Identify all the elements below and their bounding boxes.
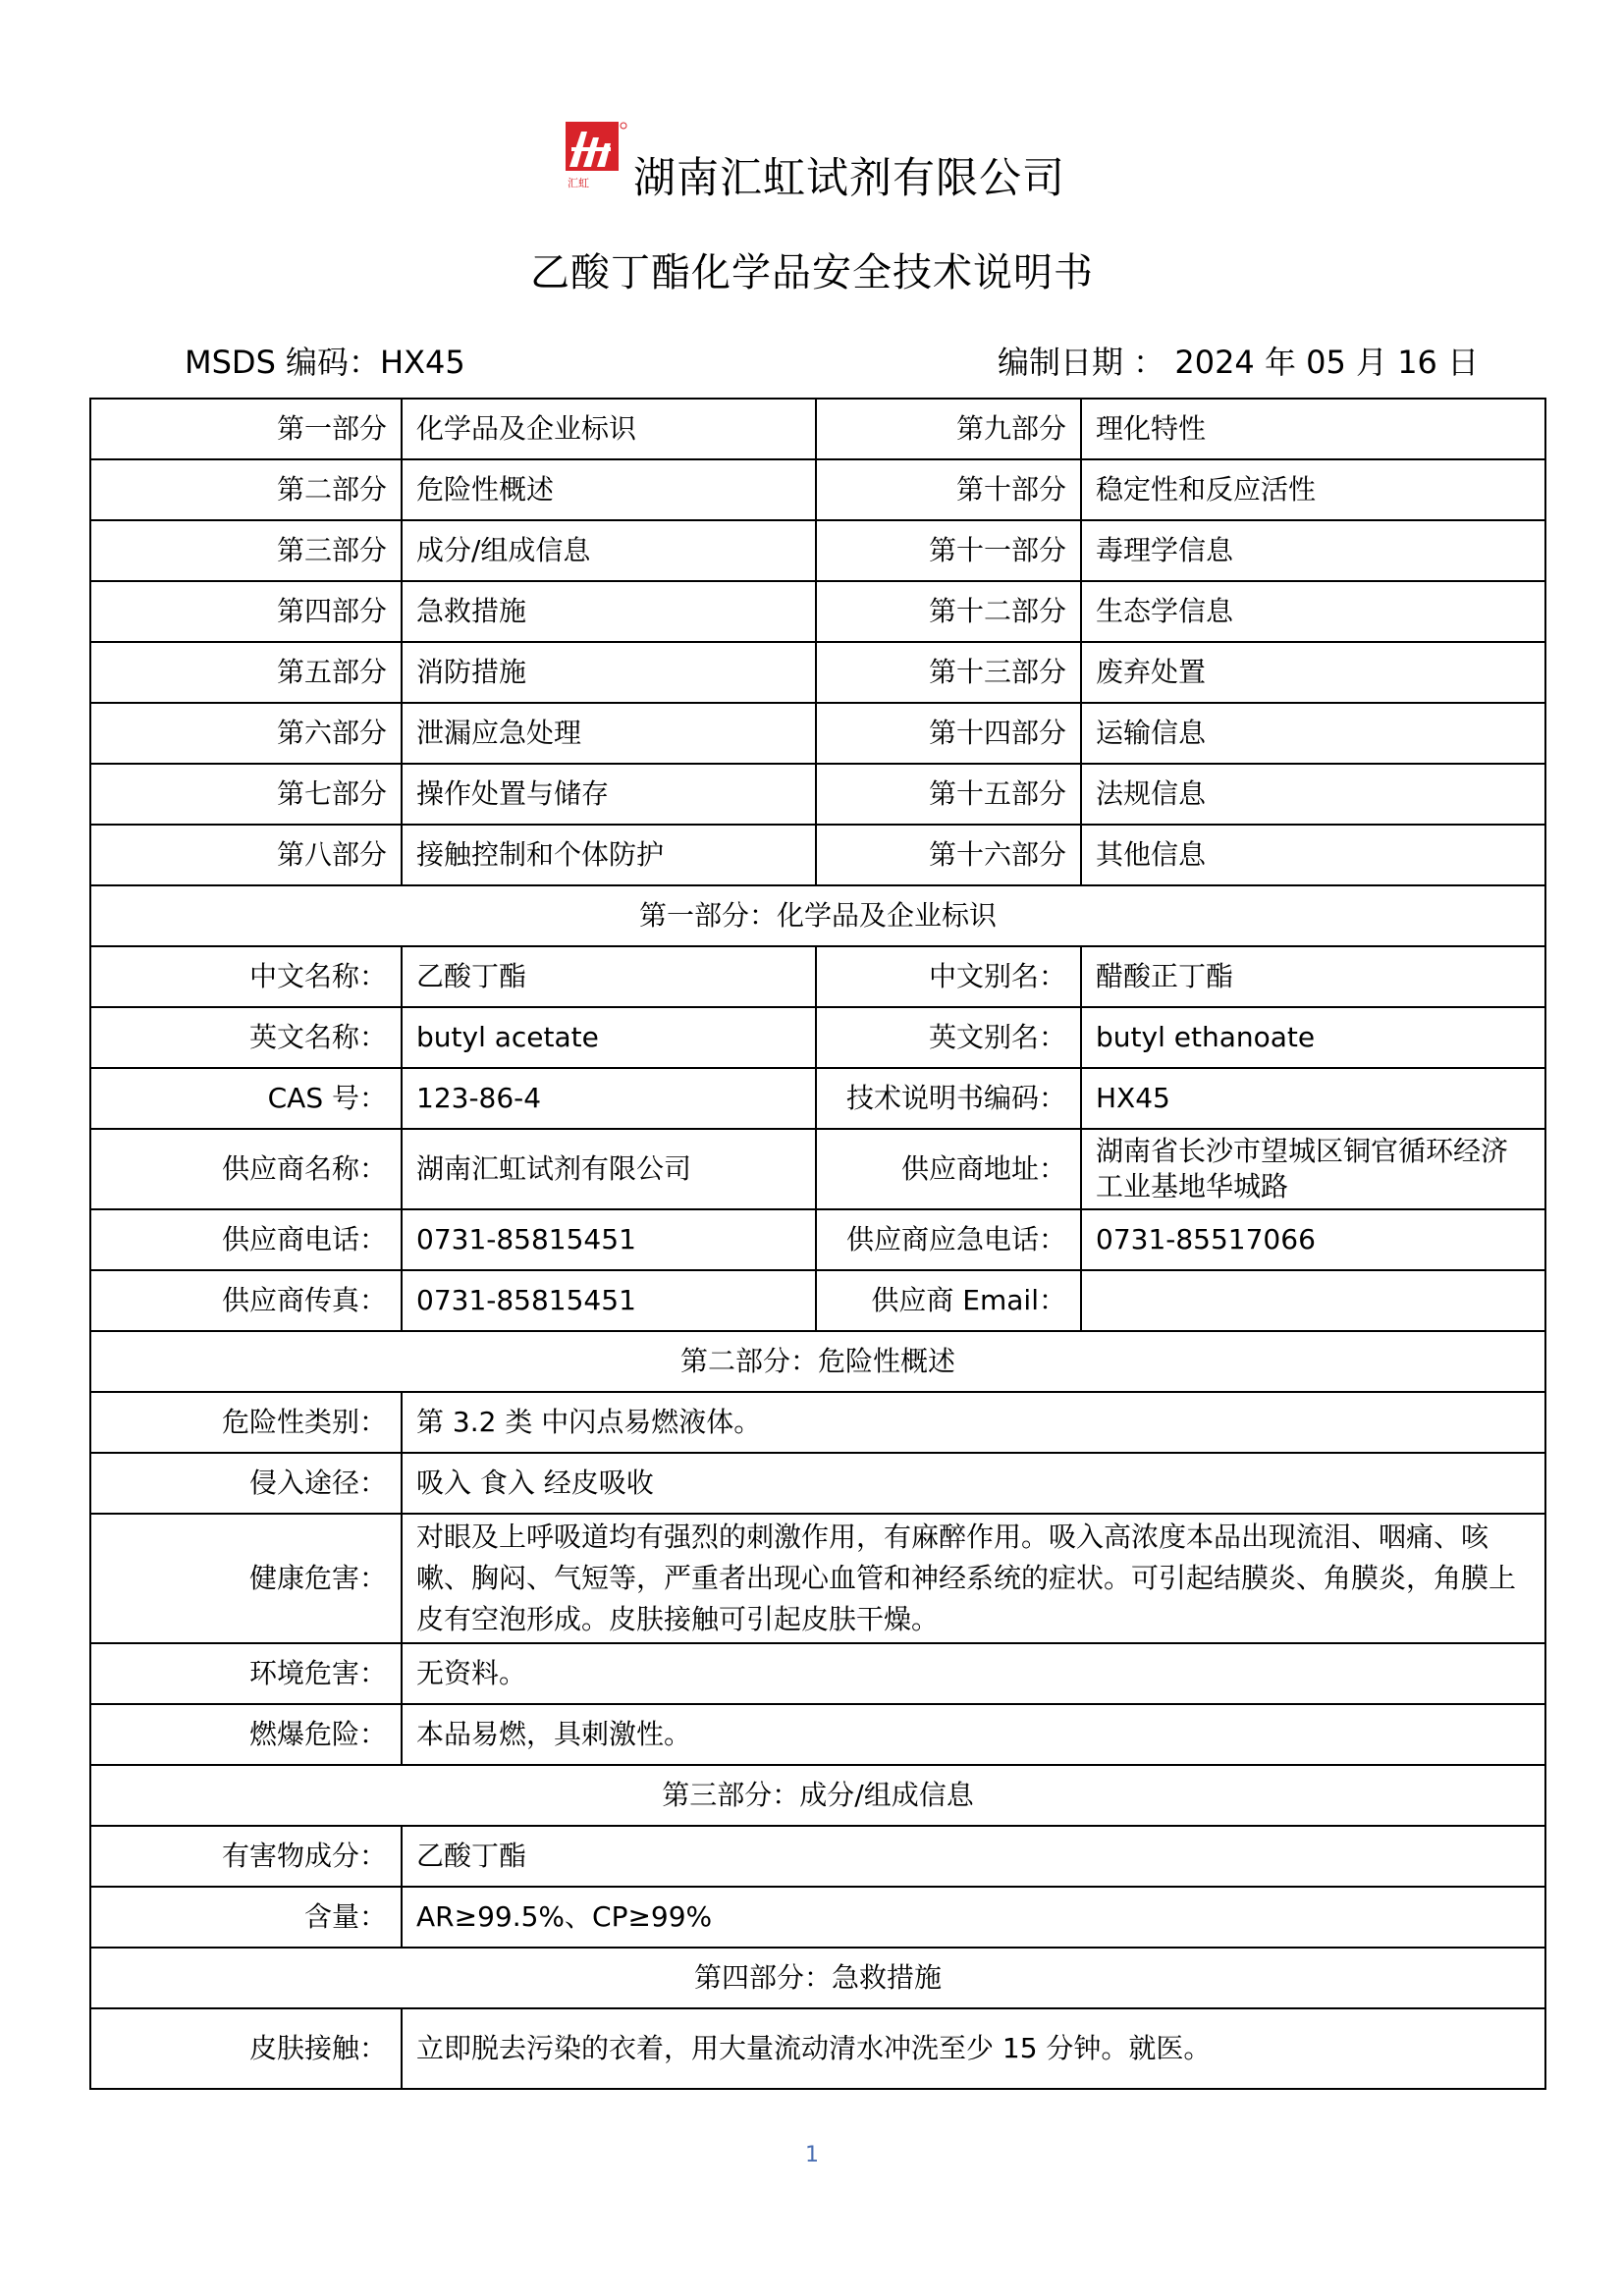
page-number: 1 — [805, 2143, 819, 2167]
field-value: butyl ethanoate — [1081, 1007, 1545, 1068]
field-label: 健康危害： — [90, 1514, 402, 1643]
section-heading: 第三部分：成分/组成信息 — [90, 1765, 1545, 1826]
toc-part-number: 第十二部分 — [816, 581, 1081, 642]
toc-part-number: 第十四部分 — [816, 703, 1081, 764]
field-value: 醋酸正丁酯 — [1081, 946, 1545, 1007]
field-label: CAS 号： — [90, 1068, 402, 1129]
toc-row — [90, 459, 1545, 520]
field-label: 供应商地址： — [816, 1129, 1081, 1209]
field-value: 123-86-4 — [402, 1068, 816, 1129]
toc-part-name: 接触控制和个体防护 — [402, 825, 816, 885]
msds-table — [89, 398, 1546, 2090]
toc-part-name: 成分/组成信息 — [402, 520, 816, 581]
info-row — [90, 1209, 1545, 1270]
toc-row — [90, 703, 1545, 764]
info-row — [90, 946, 1545, 1007]
field-label: 有害物成分： — [90, 1826, 402, 1887]
toc-part-number: 第十五部分 — [816, 764, 1081, 825]
toc-part-number: 第五部分 — [90, 642, 402, 703]
field-label: 皮肤接触： — [90, 2008, 402, 2089]
info-row — [90, 1129, 1545, 1209]
field-label: 供应商传真： — [90, 1270, 402, 1331]
field-value: 0731-85815451 — [402, 1270, 816, 1331]
field-value: AR≥99.5%、CP≥99% — [402, 1887, 1545, 1948]
company-logo — [562, 118, 630, 190]
section-heading: 第二部分：危险性概述 — [90, 1331, 1545, 1392]
field-label: 供应商应急电话： — [816, 1209, 1081, 1270]
field-value: 立即脱去污染的衣着，用大量流动清水冲洗至少 15 分钟。就医。 — [402, 2008, 1545, 2089]
toc-part-number: 第十三部分 — [816, 642, 1081, 703]
field-value: 0731-85517066 — [1081, 1209, 1545, 1270]
toc-part-number: 第六部分 — [90, 703, 402, 764]
toc-part-number: 第十部分 — [816, 459, 1081, 520]
toc-row — [90, 825, 1545, 885]
info-row — [90, 1392, 1545, 1453]
toc-part-number: 第九部分 — [816, 399, 1081, 459]
info-row — [90, 1007, 1545, 1068]
company-name: 湖南汇虹试剂有限公司 — [633, 154, 1065, 203]
toc-part-number: 第二部分 — [90, 459, 402, 520]
info-row — [90, 2008, 1545, 2089]
field-value: HX45 — [1081, 1068, 1545, 1129]
toc-part-name: 废弃处置 — [1081, 642, 1545, 703]
toc-part-name: 消防措施 — [402, 642, 816, 703]
field-value: 乙酸丁酯 — [402, 946, 816, 1007]
field-label: 供应商电话： — [90, 1209, 402, 1270]
toc-row — [90, 399, 1545, 459]
field-label: 英文别名： — [816, 1007, 1081, 1068]
field-label: 供应商名称： — [90, 1129, 402, 1209]
field-label: 危险性类别： — [90, 1392, 402, 1453]
field-label: 中文名称： — [90, 946, 402, 1007]
msds-code: MSDS 编码：HX45 — [185, 344, 465, 381]
toc-part-number: 第三部分 — [90, 520, 402, 581]
field-label: 供应商 Email： — [816, 1270, 1081, 1331]
toc-part-name: 法规信息 — [1081, 764, 1545, 825]
document-title: 乙酸丁酯化学品安全技术说明书 — [530, 250, 1094, 295]
field-value — [1081, 1270, 1545, 1331]
section-heading-row — [90, 1331, 1545, 1392]
toc-part-name: 危险性概述 — [402, 459, 816, 520]
toc-part-number: 第四部分 — [90, 581, 402, 642]
field-label: 英文名称： — [90, 1007, 402, 1068]
info-row — [90, 1643, 1545, 1704]
field-label: 燃爆危险： — [90, 1704, 402, 1765]
field-value: 0731-85815451 — [402, 1209, 816, 1270]
toc-part-name: 急救措施 — [402, 581, 816, 642]
section-heading-row — [90, 1948, 1545, 2008]
info-row — [90, 1704, 1545, 1765]
field-value: 第 3.2 类 中闪点易燃液体。 — [402, 1392, 1545, 1453]
toc-part-name: 操作处置与储存 — [402, 764, 816, 825]
field-value: 本品易燃，具刺激性。 — [402, 1704, 1545, 1765]
toc-row — [90, 642, 1545, 703]
compile-date: 编制日期 ： 2024 年 05 月 16 日 — [998, 344, 1480, 381]
field-value: 吸入 食入 经皮吸收 — [402, 1453, 1545, 1514]
info-row — [90, 1068, 1545, 1129]
logo-text: 汇虹 — [568, 177, 589, 189]
field-value: butyl acetate — [402, 1007, 816, 1068]
toc-row — [90, 764, 1545, 825]
info-row — [90, 1887, 1545, 1948]
toc-part-name: 其他信息 — [1081, 825, 1545, 885]
info-row — [90, 1514, 1545, 1643]
field-value: 无资料。 — [402, 1643, 1545, 1704]
field-label: 中文别名： — [816, 946, 1081, 1007]
toc-part-name: 运输信息 — [1081, 703, 1545, 764]
field-label: 环境危害： — [90, 1643, 402, 1704]
field-value: 湖南汇虹试剂有限公司 — [402, 1129, 816, 1209]
section-heading-row — [90, 1765, 1545, 1826]
section-heading: 第一部分：化学品及企业标识 — [90, 885, 1545, 946]
toc-part-number: 第十一部分 — [816, 520, 1081, 581]
toc-part-name: 稳定性和反应活性 — [1081, 459, 1545, 520]
field-label: 含量： — [90, 1887, 402, 1948]
field-label: 侵入途径： — [90, 1453, 402, 1514]
toc-row — [90, 581, 1545, 642]
section-heading-row — [90, 885, 1545, 946]
section-heading: 第四部分：急救措施 — [90, 1948, 1545, 2008]
toc-part-number: 第八部分 — [90, 825, 402, 885]
field-value: 湖南省长沙市望城区铜官循环经济工业基地华城路 — [1081, 1129, 1545, 1209]
toc-part-name: 生态学信息 — [1081, 581, 1545, 642]
field-value: 对眼及上呼吸道均有强烈的刺激作用，有麻醉作用。吸入高浓度本品出现流泪、咽痛、咳嗽、胸闷、气短等，严重者出现心血管和神经系统的症状。可引起结膜炎、角膜炎，角膜上皮有空泡形成。皮肤接触可引起皮肤干燥。 — [402, 1514, 1545, 1643]
info-row — [90, 1826, 1545, 1887]
toc-part-name: 毒理学信息 — [1081, 520, 1545, 581]
toc-part-name: 化学品及企业标识 — [402, 399, 816, 459]
toc-part-name: 泄漏应急处理 — [402, 703, 816, 764]
info-row — [90, 1270, 1545, 1331]
toc-part-number: 第十六部分 — [816, 825, 1081, 885]
toc-part-name: 理化特性 — [1081, 399, 1545, 459]
info-row — [90, 1453, 1545, 1514]
field-label: 技术说明书编码： — [816, 1068, 1081, 1129]
field-value: 乙酸丁酯 — [402, 1826, 1545, 1887]
toc-part-number: 第一部分 — [90, 399, 402, 459]
toc-row — [90, 520, 1545, 581]
toc-part-number: 第七部分 — [90, 764, 402, 825]
